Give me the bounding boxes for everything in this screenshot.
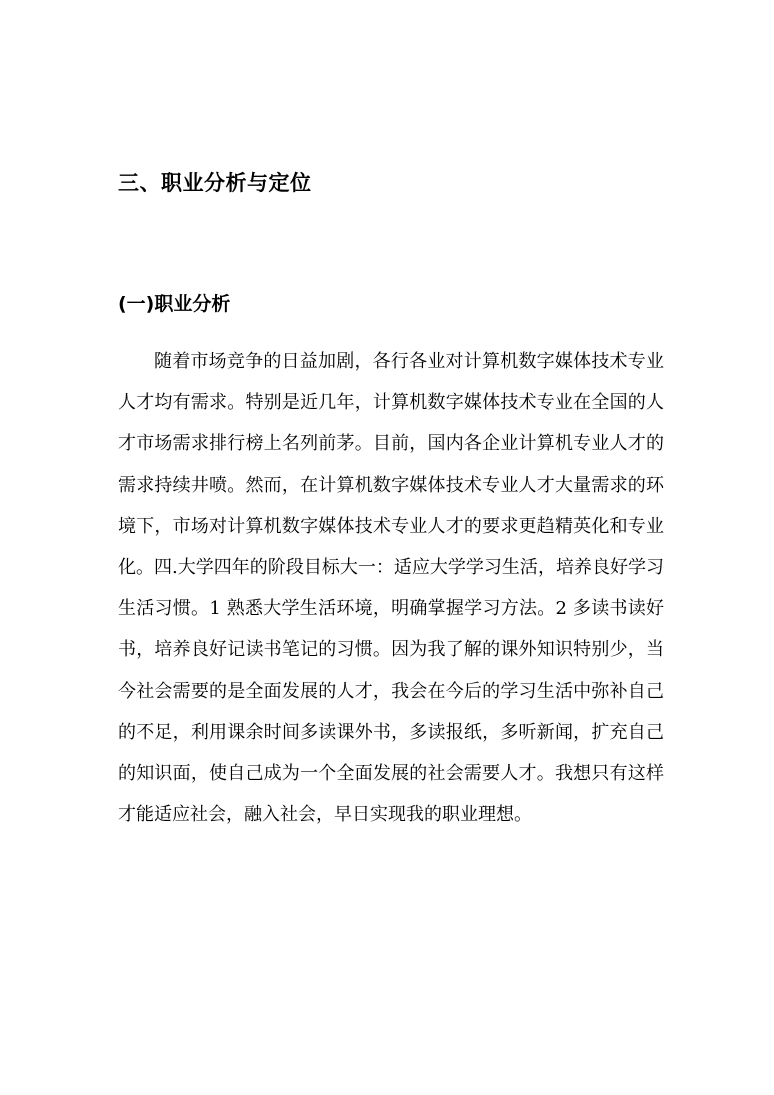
body-paragraph: 随着市场竞争的日益加剧，各行各业对计算机数字媒体技术专业人才均有需求。特别是近几年，计算机数字媒体技术专业在全国的人才市场需求排行榜上名列前茅。目前，国内各企业计算机专业人才的需求持续井喷。然而，在计算机数字媒体技术专业人才大量需求的环境下，市场对计算机数字媒体技术专业人才的要求更趋精英化和专业化。四.大学四年的阶段目标大一：适应大学学习生活，培养良好学习生活习惯。1 熟悉大学生活环境，明确掌握学习方法。2 多读书读好书，培养良好记读书笔记的习惯。因为我了解的课外知识特别少，当今社会需要的是全面发展的人才，我会在今后的学习生活中弥补自己的不足，利用课余时间多读课外书，多读报纸，多听新闻，扩充自己的知识面，使自己成为一个全面发展的社会需要人才。我想只有这样才能适应社会，融入社会，早日实现我的职业理想。 bbox=[118, 351, 664, 826]
section-title: 三、职业分析与定位 bbox=[118, 171, 312, 195]
subsection-title: (一)职业分析 bbox=[118, 293, 231, 315]
